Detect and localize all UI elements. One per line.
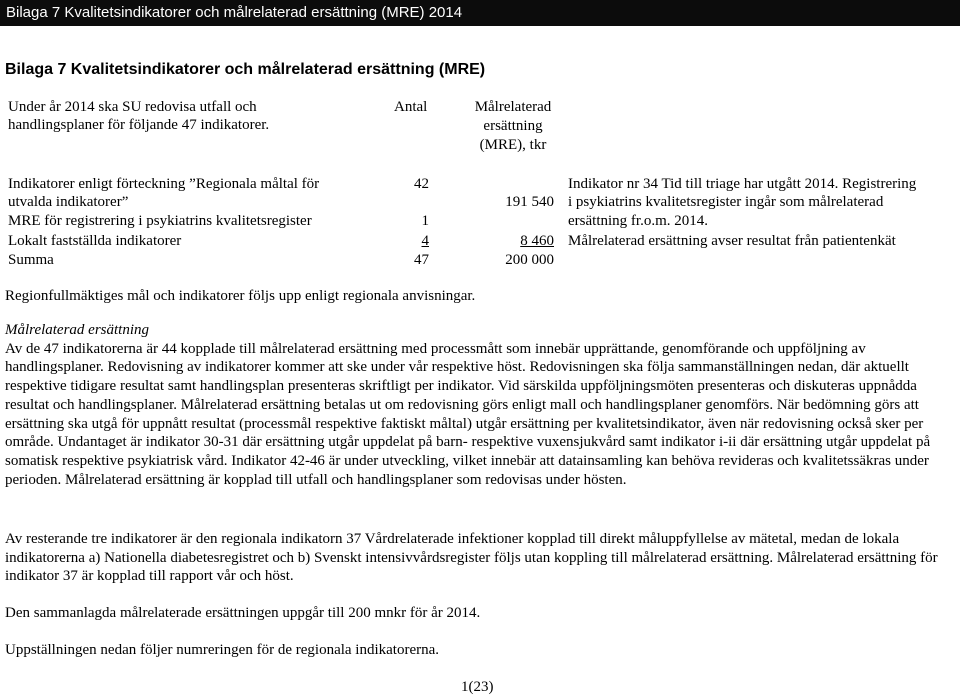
document-heading: Bilaga 7 Kvalitetsindikatorer och målrelaterad ersättning (MRE) [5, 61, 486, 78]
row1-mre: 191 540 [505, 194, 554, 210]
window-title: Bilaga 7 Kvalitetsindikatorer och målrelaterad ersättning (MRE) 2014 [6, 4, 463, 21]
row3-mre: 8 460 [520, 233, 554, 249]
column-header-antal: Antal [394, 99, 428, 115]
window-title-bar [0, 0, 960, 26]
sum-antal: 47 [414, 252, 429, 268]
column-header-mre-line3: (MRE), tkr [479, 137, 547, 153]
row2-antal: 1 [421, 213, 429, 229]
section-mre [5, 321, 955, 489]
column-header-mre-line2: ersättning [483, 118, 543, 134]
note-line1: Indikator nr 34 Tid till triage har utgått 2014. Registrering [568, 176, 917, 192]
sum-label: Summa [8, 252, 54, 268]
section-title: Målrelaterad ersättning [5, 322, 150, 338]
table-intro-line1: Under år 2014 ska SU redovisa utfall och [8, 99, 257, 115]
paragraph-2: Av resterande tre indikatorer är den regionala indikatorn 37 Vårdrelaterade infektioner kopplad till direkt måluppfyllelse av mätetal, medan de lokala indikatorerna a) Nationella diabetesregistret och b) Svenskt intensivvårdsregister följs utan koppling till målrelaterad ersättning. Målrelaterad ersättning för indikator 37 är kopplad till rapport vår och höst. [5, 531, 938, 585]
row3-antal: 4 [421, 233, 429, 249]
note-line2: i psykiatrins kvalitetsregister ingår som målrelaterad [568, 194, 884, 210]
sum-mre: 200 000 [505, 252, 554, 268]
regional-line: Regionfullmäktiges mål och indikatorer följs upp enligt regionala anvisningar. [5, 288, 476, 304]
note-line4: Målrelaterad ersättning avser resultat från patientenkät [568, 233, 896, 249]
paragraph-3: Den sammanlagda målrelaterade ersättningen uppgår till 200 mnkr för år 2014. [5, 605, 481, 621]
page-number: 1(23) [461, 679, 494, 695]
row1-label-line2: utvalda indikatorer” [8, 194, 129, 210]
row1-label-line1: Indikatorer enligt förteckning ”Regionala måltal för [8, 176, 320, 192]
note-line3: ersättning fr.o.m. 2014. [568, 213, 708, 229]
paragraph-1: Av de 47 indikatorerna är 44 kopplade till målrelaterad ersättning med processmått som innebär upprättande, genomförande och uppföljning av handlingsplaner. Redovisning av indikatorer kommer att ske under vår respektive höst. Redovisningen ska följa sammanställningen nedan, där aktuellt respektive tidigare resultat samt handlingsplan presenteras skriftligt per indikator. Vid särskilda uppföljningsmöten presenteras och diskuteras uppnådda resultat och handlingsplaner. Målrelaterad ersättning betalas ut om redovisning görs enligt mall och handlingsplaner genomförs. När bedömning görs att ersättning ska utgå för uppnått resultat (processmål respektive faktiskt måltal) utgår ersättning per kvalitetsindikator, även när redovisning också sker per område. Undantaget är indikator 30-31 där ersättning utgår uppdelat på barn- respektive vuxensjukvård samt indikator i-ii där ersättning utgår uppdelat på somatisk respektive psykiatrisk vård. Indikator 42-46 är under utveckling, vilket innebär att datainsamling kan behöva revideras och kvalitetssäkras under perioden. Målrelaterad ersättning är kopplad till utfall och handlingsplaner som redovisas under hösten. [5, 340, 931, 488]
row1-antal: 42 [414, 176, 429, 192]
column-header-mre-line1: Målrelaterad [474, 99, 552, 115]
paragraph-4: Uppställningen nedan följer numreringen för de regionala indikatorerna. [5, 642, 440, 658]
row3-label: Lokalt fastställda indikatorer [8, 233, 182, 249]
table-intro-line2: handlingsplaner för följande 47 indikatorer. [8, 117, 270, 133]
row2-label: MRE för registrering i psykiatrins kvalitetsregister [8, 213, 312, 229]
